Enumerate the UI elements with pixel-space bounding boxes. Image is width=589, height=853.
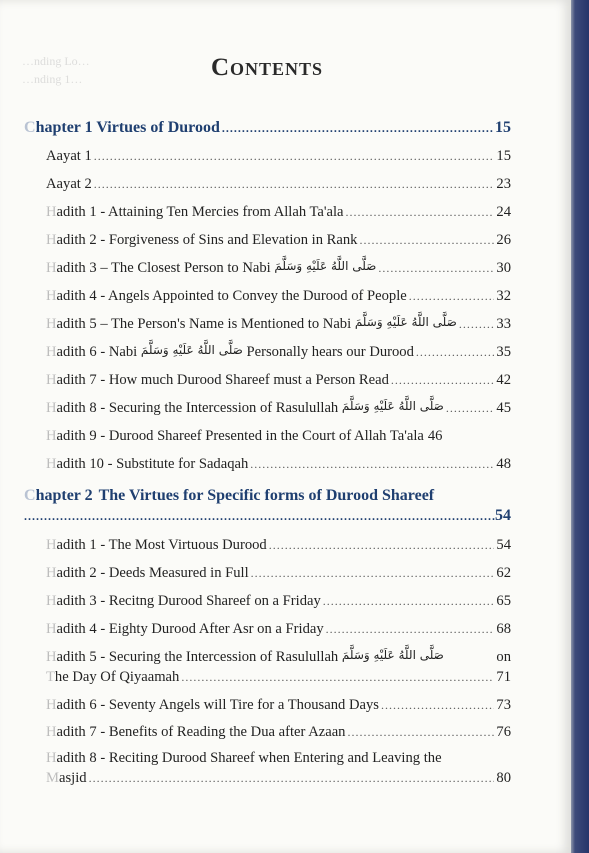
toc-entry-hadith-6[interactable]: Hadith 6 - Nabi صَلَّى اللَّهُ عَلَيْهِ وَسَلَّمَ Personally hears our Durood ..... 35 [46,340,511,364]
toc-chapter-1[interactable]: Chapter 1 Virtues of Durood ..... 15 [24,116,511,140]
toc-entry-hadith-1[interactable]: Hadith 1 - Attaining Ten Mercies from Allah Ta'ala ..... 24 [46,200,511,224]
toc-entry-aayat-2[interactable]: Aayat 2 ..... 23 [46,172,511,196]
page-number: 23 [496,176,511,192]
salawat-calligraphy: صَلَّى اللَّهُ عَلَيْهِ وَسَلَّمَ [341,648,444,662]
toc-entry-ch2-hadith-8[interactable]: Hadith 8 - Reciting Durood Shareef when Entering and Leaving the [46,750,442,766]
leader-dots [381,693,494,717]
toc-entry-ch2-hadith-5-cont[interactable]: The Day Of Qiyaamah ..... 71 [46,665,511,689]
leader-dots [222,116,493,140]
leader-dots [459,312,495,336]
page-number: 26 [496,232,511,248]
leader-dots [251,561,495,585]
toc-entry-hadith-5[interactable]: Hadith 5 – The Person's Name is Mentioned to Nabi صَلَّى اللَّهُ عَلَيْهِ وَسَلَّمَ ..... 33 [46,312,511,336]
leader-dots [391,368,495,392]
leader-dots [89,766,495,790]
toc-entry-aayat-1[interactable]: Aayat 1 ..... 15 [46,144,511,168]
page-number: 80 [496,770,511,786]
toc-entry-ch2-hadith-2[interactable]: Hadith 2 - Deeds Measured in Full ..... 62 [46,561,511,585]
leader-dots [250,452,494,476]
toc-entry-hadith-10[interactable]: Hadith 10 - Substitute for Sadaqah ..... 48 [46,452,511,476]
page-number: 73 [496,697,511,713]
leader-dots [346,200,495,224]
leader-dots [378,256,494,280]
page-number: 24 [496,204,511,220]
salawat-calligraphy: صَلَّى اللَّهُ عَلَيْهِ وَسَلَّمَ [140,343,243,357]
page-number: 71 [496,669,511,685]
toc-chapter-2-page-line[interactable] [24,504,511,528]
toc-entry-hadith-2[interactable]: Hadith 2 - Forgiveness of Sins and Elevation in Rank ..... 26 [46,228,511,252]
page-title: Contents [210,54,324,81]
salawat-calligraphy: صَلَّى اللَّهُ عَلَيْهِ وَسَلَّمَ [274,259,377,273]
page-number: 42 [496,372,511,388]
leader-dots [94,144,495,168]
book-cover-edge [571,0,589,853]
toc-entry-ch2-hadith-8-cont[interactable]: Masjid ..... 80 [46,766,511,790]
leader-dots [347,720,494,744]
page-number: 15 [496,148,511,164]
toc-entry-hadith-3[interactable]: Hadith 3 – The Closest Person to Nabi صَلَّى اللَّهُ عَلَيْهِ وَسَلَّمَ ..... 30 [46,256,511,280]
page-number: 54 [496,537,511,553]
toc-entry-hadith-7[interactable]: Hadith 7 - How much Durood Shareef must a Person Read ..... 42 [46,368,511,392]
toc-entry-ch2-hadith-7[interactable]: Hadith 7 - Benefits of Reading the Dua after Azaan ..... 76 [46,720,511,744]
toc-entry-ch2-hadith-3[interactable]: Hadith 3 - Recitng Durood Shareef on a Friday ..... 65 [46,589,511,613]
toc-entry-hadith-9[interactable]: Hadith 9 - Durood Shareef Presented in the Court of Allah Ta'ala 46 [46,424,513,448]
leader-dots [359,228,494,252]
toc-entry-hadith-8[interactable]: Hadith 8 - Securing the Intercession of Rasulullah صَلَّى اللَّهُ عَلَيْهِ وَسَلَّمَ ..... 45 [46,396,511,420]
toc-chapter-2[interactable]: Chapter 2 The Virtues for Specific forms of Durood Shareef [24,487,435,504]
toc-entry-ch2-hadith-6[interactable]: Hadith 6 - Seventy Angels will Tire for a Thousand Days ..... 73 [46,693,511,717]
leader-dots [416,340,495,364]
page-number: 76 [496,724,511,740]
leader-dots [446,396,495,420]
leader-dots [269,533,495,557]
bleed-through-text: …nding Lo… …nding 1… [22,54,90,86]
leader-dots [94,172,495,196]
salawat-calligraphy: صَلَّى اللَّهُ عَلَيْهِ وَسَلَّمَ [341,399,444,413]
page-number: 54 [495,507,511,524]
page-number: 32 [496,288,511,304]
page-number: 45 [496,400,511,416]
page-number: 35 [496,344,511,360]
toc-entry-ch2-hadith-1[interactable]: Hadith 1 - The Most Virtuous Durood ..... 54 [46,533,511,557]
page-number: 30 [496,260,511,276]
page-number: 48 [496,456,511,472]
page-number: 68 [496,621,511,637]
salawat-calligraphy: صَلَّى اللَّهُ عَلَيْهِ وَسَلَّمَ [354,315,457,329]
page-number: 46 [427,428,443,444]
leader-dots [409,284,495,308]
leader-dots [24,504,495,528]
leader-dots [326,617,495,641]
page-number: 62 [496,565,511,581]
leader-dots [181,665,494,689]
page-number: 65 [496,593,511,609]
page-number: 15 [495,119,511,136]
toc-entry-hadith-4[interactable]: Hadith 4 - Angels Appointed to Convey the Durood of People ..... 32 [46,284,511,308]
page-number: 33 [496,316,511,332]
toc-entry-ch2-hadith-5[interactable]: Hadith 5 - Securing the Intercession of Rasulullah صَلَّى اللَّهُ عَلَيْهِ وَسَلَّمَ on [46,645,511,669]
leader-dots [323,589,495,613]
toc-entry-ch2-hadith-4[interactable]: Hadith 4 - Eighty Durood After Asr on a Friday ..... 68 [46,617,511,641]
